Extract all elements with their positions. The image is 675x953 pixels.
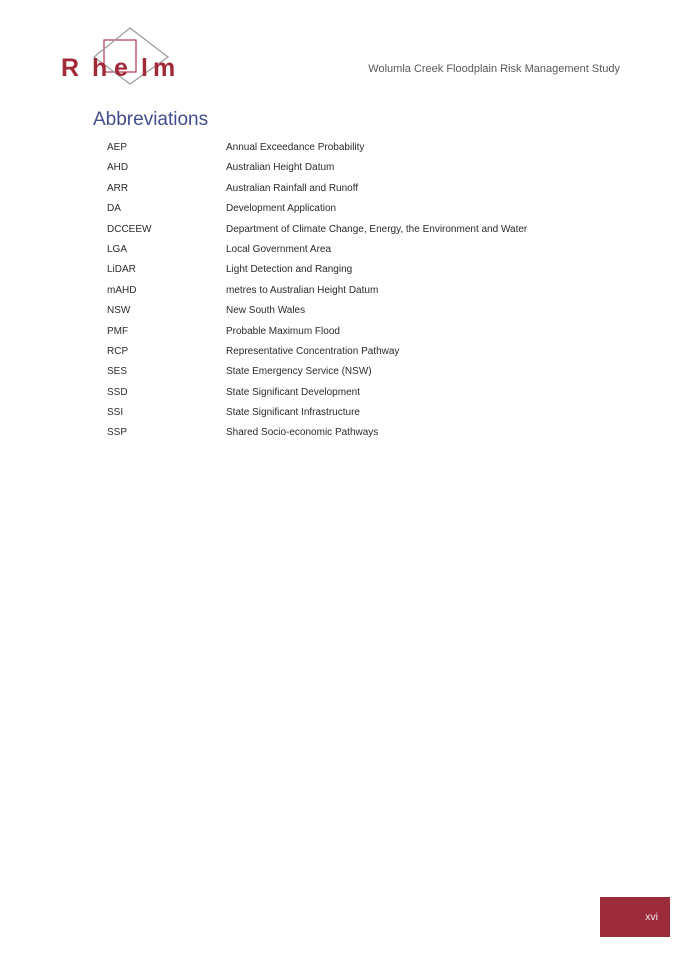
- abbreviation-term: SSI: [107, 407, 124, 419]
- document-title: Wolumla Creek Floodplain Risk Management Study: [368, 63, 620, 75]
- abbreviation-term: ARR: [107, 182, 129, 194]
- abbreviation-definition: Representative Concentration Pathway: [226, 345, 400, 357]
- abbreviation-definition: Annual Exceedance Probability: [226, 142, 365, 153]
- abbreviation-row: [107, 423, 577, 443]
- logo-letter: R: [61, 54, 80, 82]
- abbreviation-row: [107, 362, 577, 382]
- abbreviation-definition: Department of Climate Change, Energy, the Environment and Water: [226, 223, 528, 235]
- abbreviation-term: AHD: [107, 162, 129, 174]
- abbreviation-definition: Probable Maximum Flood: [226, 325, 340, 337]
- abbreviation-term: LGA: [107, 243, 128, 255]
- abbreviation-term: SSD: [107, 386, 128, 398]
- abbreviation-term: DA: [107, 203, 121, 215]
- abbreviation-definition: Local Government Area: [226, 243, 332, 255]
- abbreviation-term: AEP: [107, 142, 128, 153]
- abbreviation-row: [107, 179, 577, 199]
- logo-letter: l: [141, 54, 148, 82]
- abbreviation-row: [107, 240, 577, 260]
- abbreviation-row: [107, 383, 577, 403]
- abbreviation-row: [107, 199, 577, 219]
- abbreviation-term: NSW: [107, 305, 131, 317]
- logo-letter: e: [114, 54, 128, 82]
- abbreviation-term: SSP: [107, 427, 128, 439]
- abbreviation-term: DCCEEW: [107, 223, 152, 235]
- abbreviation-definition: Light Detection and Ranging: [226, 264, 353, 276]
- abbreviation-term: mAHD: [107, 284, 137, 296]
- abbreviations-heading: Abbreviations: [93, 109, 209, 130]
- abbreviation-definition: State Significant Infrastructure: [226, 407, 360, 419]
- abbreviation-term: LiDAR: [107, 264, 136, 276]
- page-number-badge: [600, 897, 670, 937]
- abbreviation-row: [107, 158, 577, 178]
- abbreviation-row: [107, 220, 577, 240]
- rhelm-logo-graphic: [58, 24, 190, 90]
- logo-letter: h: [92, 54, 108, 82]
- abbreviation-row: [107, 322, 577, 342]
- abbreviation-definition: Australian Height Datum: [226, 162, 335, 174]
- page-number: xvi: [645, 911, 658, 923]
- abbreviation-definition: State Emergency Service (NSW): [226, 366, 372, 378]
- abbreviation-row: [107, 403, 577, 423]
- abbreviation-row: [107, 260, 577, 280]
- logo-letter: m: [153, 54, 176, 82]
- abbreviations-list: [107, 138, 577, 444]
- abbreviation-row: [107, 301, 577, 321]
- abbreviation-definition: metres to Australian Height Datum: [226, 284, 379, 296]
- abbreviation-term: PMF: [107, 325, 129, 337]
- abbreviation-row: [107, 281, 577, 301]
- abbreviation-definition: New South Wales: [226, 305, 306, 317]
- rhelm-logo: [58, 24, 190, 90]
- abbreviation-definition: Shared Socio-economic Pathways: [226, 427, 379, 439]
- abbreviation-definition: Development Application: [226, 203, 337, 215]
- abbreviation-term: SES: [107, 366, 128, 378]
- abbreviation-row: [107, 342, 577, 362]
- abbreviation-row: [107, 138, 577, 158]
- abbreviation-definition: State Significant Development: [226, 386, 360, 398]
- abbreviation-term: RCP: [107, 345, 129, 357]
- abbreviation-definition: Australian Rainfall and Runoff: [226, 182, 359, 194]
